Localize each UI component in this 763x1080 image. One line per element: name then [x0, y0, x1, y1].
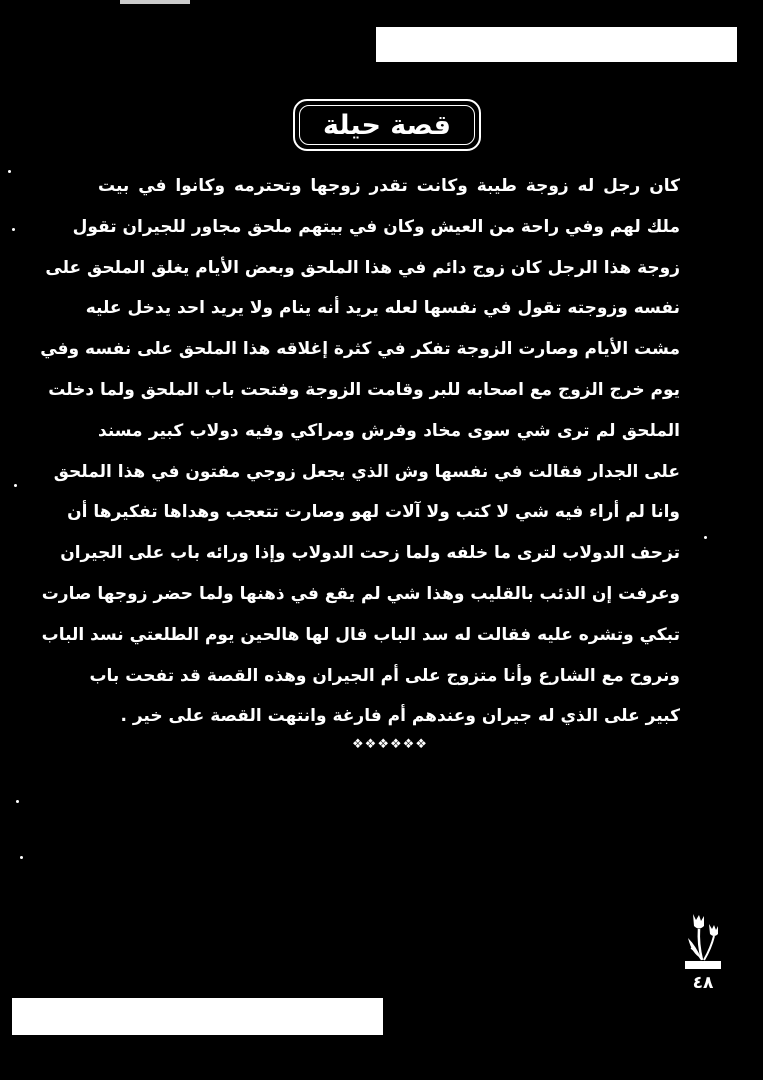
scan-speck — [704, 536, 707, 539]
title-frame-inner — [299, 105, 475, 145]
scan-speck — [8, 170, 11, 173]
scan-speck — [14, 484, 17, 487]
scan-speck — [16, 800, 19, 803]
scan-white-band-bottom — [12, 998, 383, 1035]
story-body — [40, 166, 680, 737]
story-line: مشت الأيام وصارت الزوجة تفكر في كثرة إغلاقه هذا الملحق على نفسه وفي — [40, 339, 680, 360]
story-line: ونروح مع الشارع وأنا متزوج على أم الجيران وهذه القصة قد تفحت باب — [89, 665, 680, 686]
scan-artifact-top — [120, 0, 190, 4]
section-ornament: ❖❖❖❖❖❖ — [352, 737, 428, 752]
story-line: نفسه وزوجته تقول في نفسها لعله يريد أنه ينام ولا يريد احد يدخل عليه — [85, 298, 680, 319]
story-line: الملحق لم ترى شي سوى مخاد وفرش ومراكي وفيه دولاب كبير مسند — [98, 420, 680, 441]
story-line: زوجة هذا الرجل كان زوج دائم في هذا الملحق وبعض الأيام يغلق الملحق على — [45, 257, 680, 278]
scan-speck — [20, 856, 23, 859]
scan-white-band-top — [376, 27, 737, 62]
story-line: يوم خرج الزوج مع اصحابه للبر وقامت الزوجة وفتحت باب الملحق ولما دخلت — [48, 379, 680, 400]
story-line: ملك لهم وفي راحة من العيش وكان في بيتهم ملحق مجاور للجيران تقول — [72, 216, 680, 237]
story-line: على الجدار فقالت في نفسها وش الذي يجعل زوجي مفتون في هذا الملحق — [53, 461, 680, 482]
story-line: تبكي وتشره عليه فقالت له سد الباب قال لها هالحين يوم الطلعتي نسد الباب — [41, 624, 680, 645]
scan-speck — [12, 228, 15, 231]
story-line: وعرفت إن الذئب بالقليب وهذا شي لم يقع في ذهنها ولما حضر زوجها صارت — [41, 583, 680, 604]
story-line: وانا لم أراء فيه شي لا كتب ولا آلات لهو وصارت تتعجب وهداها تفكيرها أن — [67, 502, 680, 523]
story-line: تزحف الدولاب لترى ما خلفه ولما زحت الدولاب وإذا ورائه باب على الجيران — [60, 543, 680, 564]
story-title: قصة حيلة — [323, 109, 451, 141]
story-line: كان رجل له زوجة طيبة وكانت تقدر زوجها وتحترمه وكانوا في بيت — [98, 176, 680, 196]
title-frame — [293, 99, 481, 151]
page-number: ٤٨ — [692, 973, 714, 993]
tulip-icon — [683, 912, 723, 972]
story-line-last: كبير على الذي له جيران وعندهم أم فارغة وانتهت القصة على خير . — [120, 706, 680, 727]
